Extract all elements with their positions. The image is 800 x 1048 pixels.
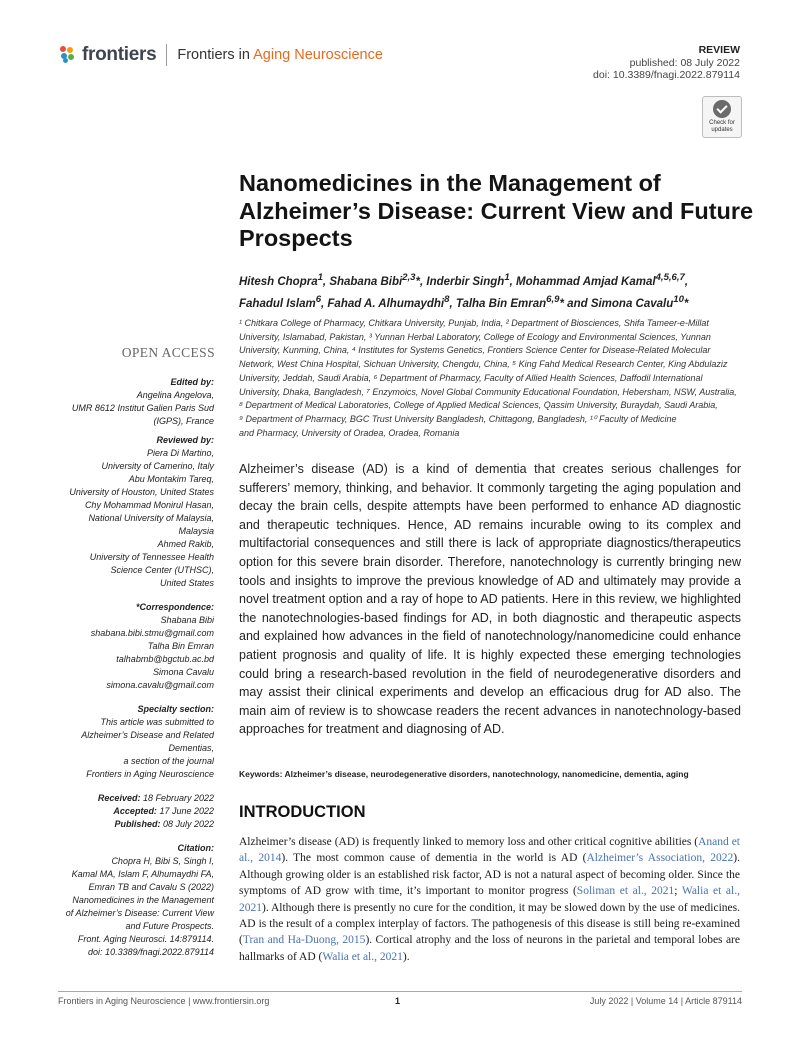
citation-line: Nanomedicines in the Management bbox=[72, 895, 214, 905]
citation-link[interactable]: Tran and Ha-Duong, 2015 bbox=[242, 934, 366, 947]
footer-divider bbox=[58, 991, 742, 992]
affiliation-line: University, Islamabad, Pakistan, ³ Yunnan Herbal Laboratory, College of Ecology and Environmental Sciences, Yunnan bbox=[239, 331, 711, 342]
author-name[interactable]: Simona Cavalu bbox=[590, 297, 674, 310]
citation-line: Emran TB and Cavalu S (2022) bbox=[88, 882, 214, 892]
reviewed-by-heading: Reviewed by: bbox=[156, 435, 214, 445]
citation-link[interactable]: Anand et al., 2014 bbox=[239, 836, 740, 865]
affiliation-line: Network, West China Hospital, Sichuan University, Chengdu, China, ⁵ King Fahd Medical Research Center, King Abdulaziz bbox=[239, 359, 728, 370]
citation-doi[interactable]: doi: 10.3389/fnagi.2022.879114 bbox=[88, 947, 214, 957]
reviewer-line: University of Tennessee Health bbox=[89, 552, 214, 562]
author-affil-sup: 6,9 bbox=[546, 293, 560, 305]
author-name[interactable]: Mohammad Amjad Kamal bbox=[516, 275, 656, 288]
journal-prefix: Frontiers in bbox=[177, 47, 254, 63]
author-list: Hitesh Chopra$^1$, Shabana Bibi$^{2,3}$*, Inderbir Singh$^1$, Mohammad Amjad Kamal$^{4,5,6,7}$, Fahadul Islam$^6$, Fahad A. Alhumaydhi$^8$, Talha Bin Emran$^{6,9}$* and Simona Cavalu$^{10}$* bbox=[239, 272, 689, 310]
reviewer-line: Chy Mohammad Monirul Hasan, bbox=[84, 500, 214, 510]
published-date-side bbox=[40, 818, 214, 831]
check-for-updates-badge[interactable] bbox=[702, 96, 742, 138]
accepted-label: Accepted: bbox=[113, 806, 157, 816]
reviewer-line: National University of Malaysia, bbox=[88, 513, 214, 523]
article-meta bbox=[593, 44, 740, 82]
journal-name[interactable] bbox=[177, 47, 383, 63]
intro-text: ). Although growing older is an established risk factor, AD is not a natural aspect of becoming older. Since the symptoms of AD grow with time, it’s important to monitor progress ( bbox=[239, 852, 740, 898]
correspondent-email[interactable]: shabana.bibi.stmu@gmail.com bbox=[90, 628, 214, 638]
author-affil-sup: 8 bbox=[444, 293, 450, 305]
affiliation-line: University, Dhaka, Bangladesh, ⁷ Enzymoics, Novel Global Community Educational Foundation, Hebersham, NSW, Australia, bbox=[239, 386, 737, 397]
affiliation-line: ¹ Chitkara College of Pharmacy, Chitkara University, Punjab, India, ² Department of Biosciences, Shifa Tameer-e-Millat bbox=[239, 318, 709, 328]
received-date bbox=[40, 792, 214, 805]
citation-line: Front. Aging Neurosci. 14:879114. bbox=[77, 934, 214, 944]
author-affil-sup: 1 bbox=[317, 272, 323, 283]
citation-heading: Citation: bbox=[177, 843, 214, 853]
author-name[interactable]: Fahadul Islam bbox=[239, 297, 316, 310]
editor-line: (IGPS), France bbox=[153, 416, 214, 426]
editor-line: UMR 8612 Institut Galien Paris Sud bbox=[71, 403, 214, 413]
citation-link[interactable]: Walia et al., 2021 bbox=[322, 950, 403, 963]
intro-text: Alzheimer’s disease (AD) is frequently linked to memory loss and other critical cognitive abilities ( bbox=[239, 836, 699, 848]
author-affil-sup: 1 bbox=[504, 272, 510, 283]
reviewer-line: University of Houston, United States bbox=[69, 487, 214, 497]
author-name[interactable]: Shabana Bibi bbox=[329, 275, 403, 288]
logo-divider bbox=[166, 44, 167, 66]
citation-line: Chopra H, Bibi S, Singh I, bbox=[111, 856, 214, 866]
article-title: Nanomedicines in the Management of Alzheimer’s Disease: Current View and Future Prospects bbox=[239, 170, 754, 251]
reviewer-line: Malaysia bbox=[178, 526, 214, 536]
page-number: 1 bbox=[395, 996, 401, 1006]
keywords: Keywords: Alzheimer’s disease, neurodegenerative disorders, nanotechnology, nanomedicine, dementia, aging bbox=[239, 769, 689, 779]
reviewer-line: Ahmed Rakib, bbox=[157, 539, 214, 549]
citation-link[interactable]: Soliman et al., 2021 bbox=[576, 885, 675, 898]
citation-link[interactable]: Walia et al., 2021 bbox=[239, 885, 740, 914]
specialty-heading: Specialty section: bbox=[137, 704, 214, 714]
affiliation-line: ⁹ Department of Pharmacy, BGC Trust University Bangladesh, Chittagong, Bangladesh, ¹⁰ Faculty of Medicine bbox=[239, 413, 677, 424]
intro-text: ). bbox=[402, 950, 410, 963]
correspondent-email[interactable]: talhabmb@bgctub.ac.bd bbox=[116, 654, 214, 664]
article-doi[interactable]: doi: 10.3389/fnagi.2022.879114 bbox=[593, 69, 740, 81]
affiliation-line: University, Kunming, China, ⁴ Institutes for Systems Genetics, Frontiers Science Center for Disease-Related Molecular bbox=[239, 345, 711, 356]
frontiers-logo-icon bbox=[60, 46, 78, 64]
author-affil-sup: 10 bbox=[673, 293, 684, 305]
reviewer-line: Piera Di Martino, bbox=[146, 448, 214, 458]
citation-line: Kamal MA, Islam F, Alhumaydhi FA, bbox=[71, 869, 214, 879]
received-value: 18 February 2022 bbox=[140, 793, 214, 803]
correspondent-name: Simona Cavalu bbox=[152, 667, 214, 677]
citation-line: and Future Prospects. bbox=[125, 921, 214, 931]
abstract: Alzheimer’s disease (AD) is a kind of dementia that creates serious challenges for sufferers’ memory, thinking, and behavior. It commonly targeting the aging population and decay the brain cells, despite attempts have been performed to enhance AD diagnostic and therapeutic techniques. Hence, AD remains incurable owing to its complex and multifactorial consequences and still there is lack of appropriate diagnostics/therapeutics option for this severe brain disorder. Therefore, nanotechnology is currently bringing new tools and insights to improve the previous knowledge of AD and ultimately may provide a novel treatment option and a ray of hope to AD patients. Here in this review, we highlighted the nanotechnologies-based findings for AD, in both diagnostic and therapeutic aspects and explained how advances in the field of nanotechnology/nanomedicine could enhance patient prognosis and quality of life. It is highly expected these emerging technologies could bring a research-based revolution in the field of neurodegenerative disorders and may assist their clinical experiments and develop an efficacious drug for AD also. The main aim of review is to showcase readers the recent advances in nanotechnology-based approaches for treatment and diagnosing of AD. bbox=[239, 462, 741, 737]
intro-text: ; bbox=[674, 885, 682, 898]
introduction-heading: INTRODUCTION bbox=[239, 803, 366, 821]
citation-link[interactable]: Alzheimer’s Association, 2022 bbox=[586, 852, 734, 865]
specialty-line: a section of the journal bbox=[123, 756, 214, 766]
specialty-line: This article was submitted to bbox=[100, 717, 214, 727]
affiliation-line: ⁸ Department of Medical Laboratories, College of Applied Medical Sciences, Qassim University, Buraydah, Saudi Arabia, bbox=[239, 400, 718, 411]
check-icon bbox=[713, 100, 731, 118]
footer-volume: July 2022 | Volume 14 | Article 879114 bbox=[589, 996, 742, 1006]
author-name[interactable]: Talha Bin Emran bbox=[455, 297, 547, 310]
frontiers-logo[interactable] bbox=[60, 44, 383, 66]
author-name[interactable]: Fahad A. Alhumaydhi bbox=[327, 297, 445, 310]
specialty-line: Dementias, bbox=[168, 743, 214, 753]
check-badge-line1: Check for bbox=[709, 120, 735, 126]
reviewer-line: Science Center (UTHSC), bbox=[110, 565, 214, 575]
published-label: Published: bbox=[114, 819, 161, 829]
editor-line: Angelina Angelova, bbox=[136, 390, 214, 400]
publisher-name: frontiers bbox=[82, 44, 157, 65]
accepted-date bbox=[40, 805, 214, 818]
affiliation-line: University, Jeddah, Saudi Arabia, ⁶ Department of Pharmacy, Faculty of Allied Health Sciences, Daffodil International bbox=[239, 372, 703, 383]
journal-accent: Aging Neuroscience bbox=[253, 47, 383, 63]
accepted-value: 17 June 2022 bbox=[156, 806, 214, 816]
reviewer-line: United States bbox=[159, 578, 214, 588]
intro-text: ). Cortical atrophy and the loss of neurons in the parietal and temporal lobes are hallmarks of AD ( bbox=[239, 934, 740, 963]
received-label: Received: bbox=[97, 793, 141, 803]
specialty-line: Frontiers in Aging Neuroscience bbox=[86, 769, 214, 779]
affiliation-line: and Pharmacy, University of Oradea, Oradea, Romania bbox=[239, 427, 460, 438]
check-badge-line2: updates bbox=[711, 126, 733, 133]
published-value: 08 July 2022 bbox=[160, 819, 214, 829]
author-affil-sup: 6 bbox=[315, 293, 322, 305]
sidebar-info bbox=[40, 376, 214, 959]
article-type: REVIEW bbox=[698, 44, 740, 56]
affiliations bbox=[239, 317, 754, 440]
edited-by-heading: Edited by: bbox=[170, 377, 214, 387]
intro-text: ). Although there is presently no cure for the condition, it may be slowed down by the use of medicines. AD is the result of a complex interplay of factors. The pathogenesis of this disease is still being re-examined ( bbox=[239, 901, 740, 947]
open-access-label: OPEN ACCESS bbox=[121, 345, 215, 360]
citation-line: of Alzheimer’s Disease: Current View bbox=[65, 908, 214, 918]
author-affil-sup: 2,3 bbox=[402, 272, 416, 283]
published-date: published: 08 July 2022 bbox=[629, 56, 740, 69]
introduction-text bbox=[239, 834, 740, 965]
correspondent-email[interactable]: simona.cavalu@gmail.com bbox=[106, 680, 214, 690]
author-name[interactable]: Hitesh Chopra bbox=[239, 275, 318, 288]
footer-journal[interactable]: Frontiers in Aging Neuroscience | www.frontiersin.org bbox=[58, 996, 270, 1006]
intro-text: ). The most common cause of dementia in the world is AD ( bbox=[281, 852, 587, 865]
reviewer-line: University of Camerino, Italy bbox=[101, 461, 214, 471]
author-affil-sup: 4,5,6,7 bbox=[655, 272, 685, 283]
specialty-line: Alzheimer’s Disease and Related bbox=[81, 730, 214, 740]
correspondence-heading: *Correspondence: bbox=[135, 602, 214, 612]
correspondent-name: Talha Bin Emran bbox=[147, 641, 214, 651]
reviewer-line: Abu Montakim Tareq, bbox=[128, 474, 214, 484]
author-name[interactable]: Inderbir Singh bbox=[426, 275, 505, 288]
correspondent-name: Shabana Bibi bbox=[160, 615, 214, 625]
